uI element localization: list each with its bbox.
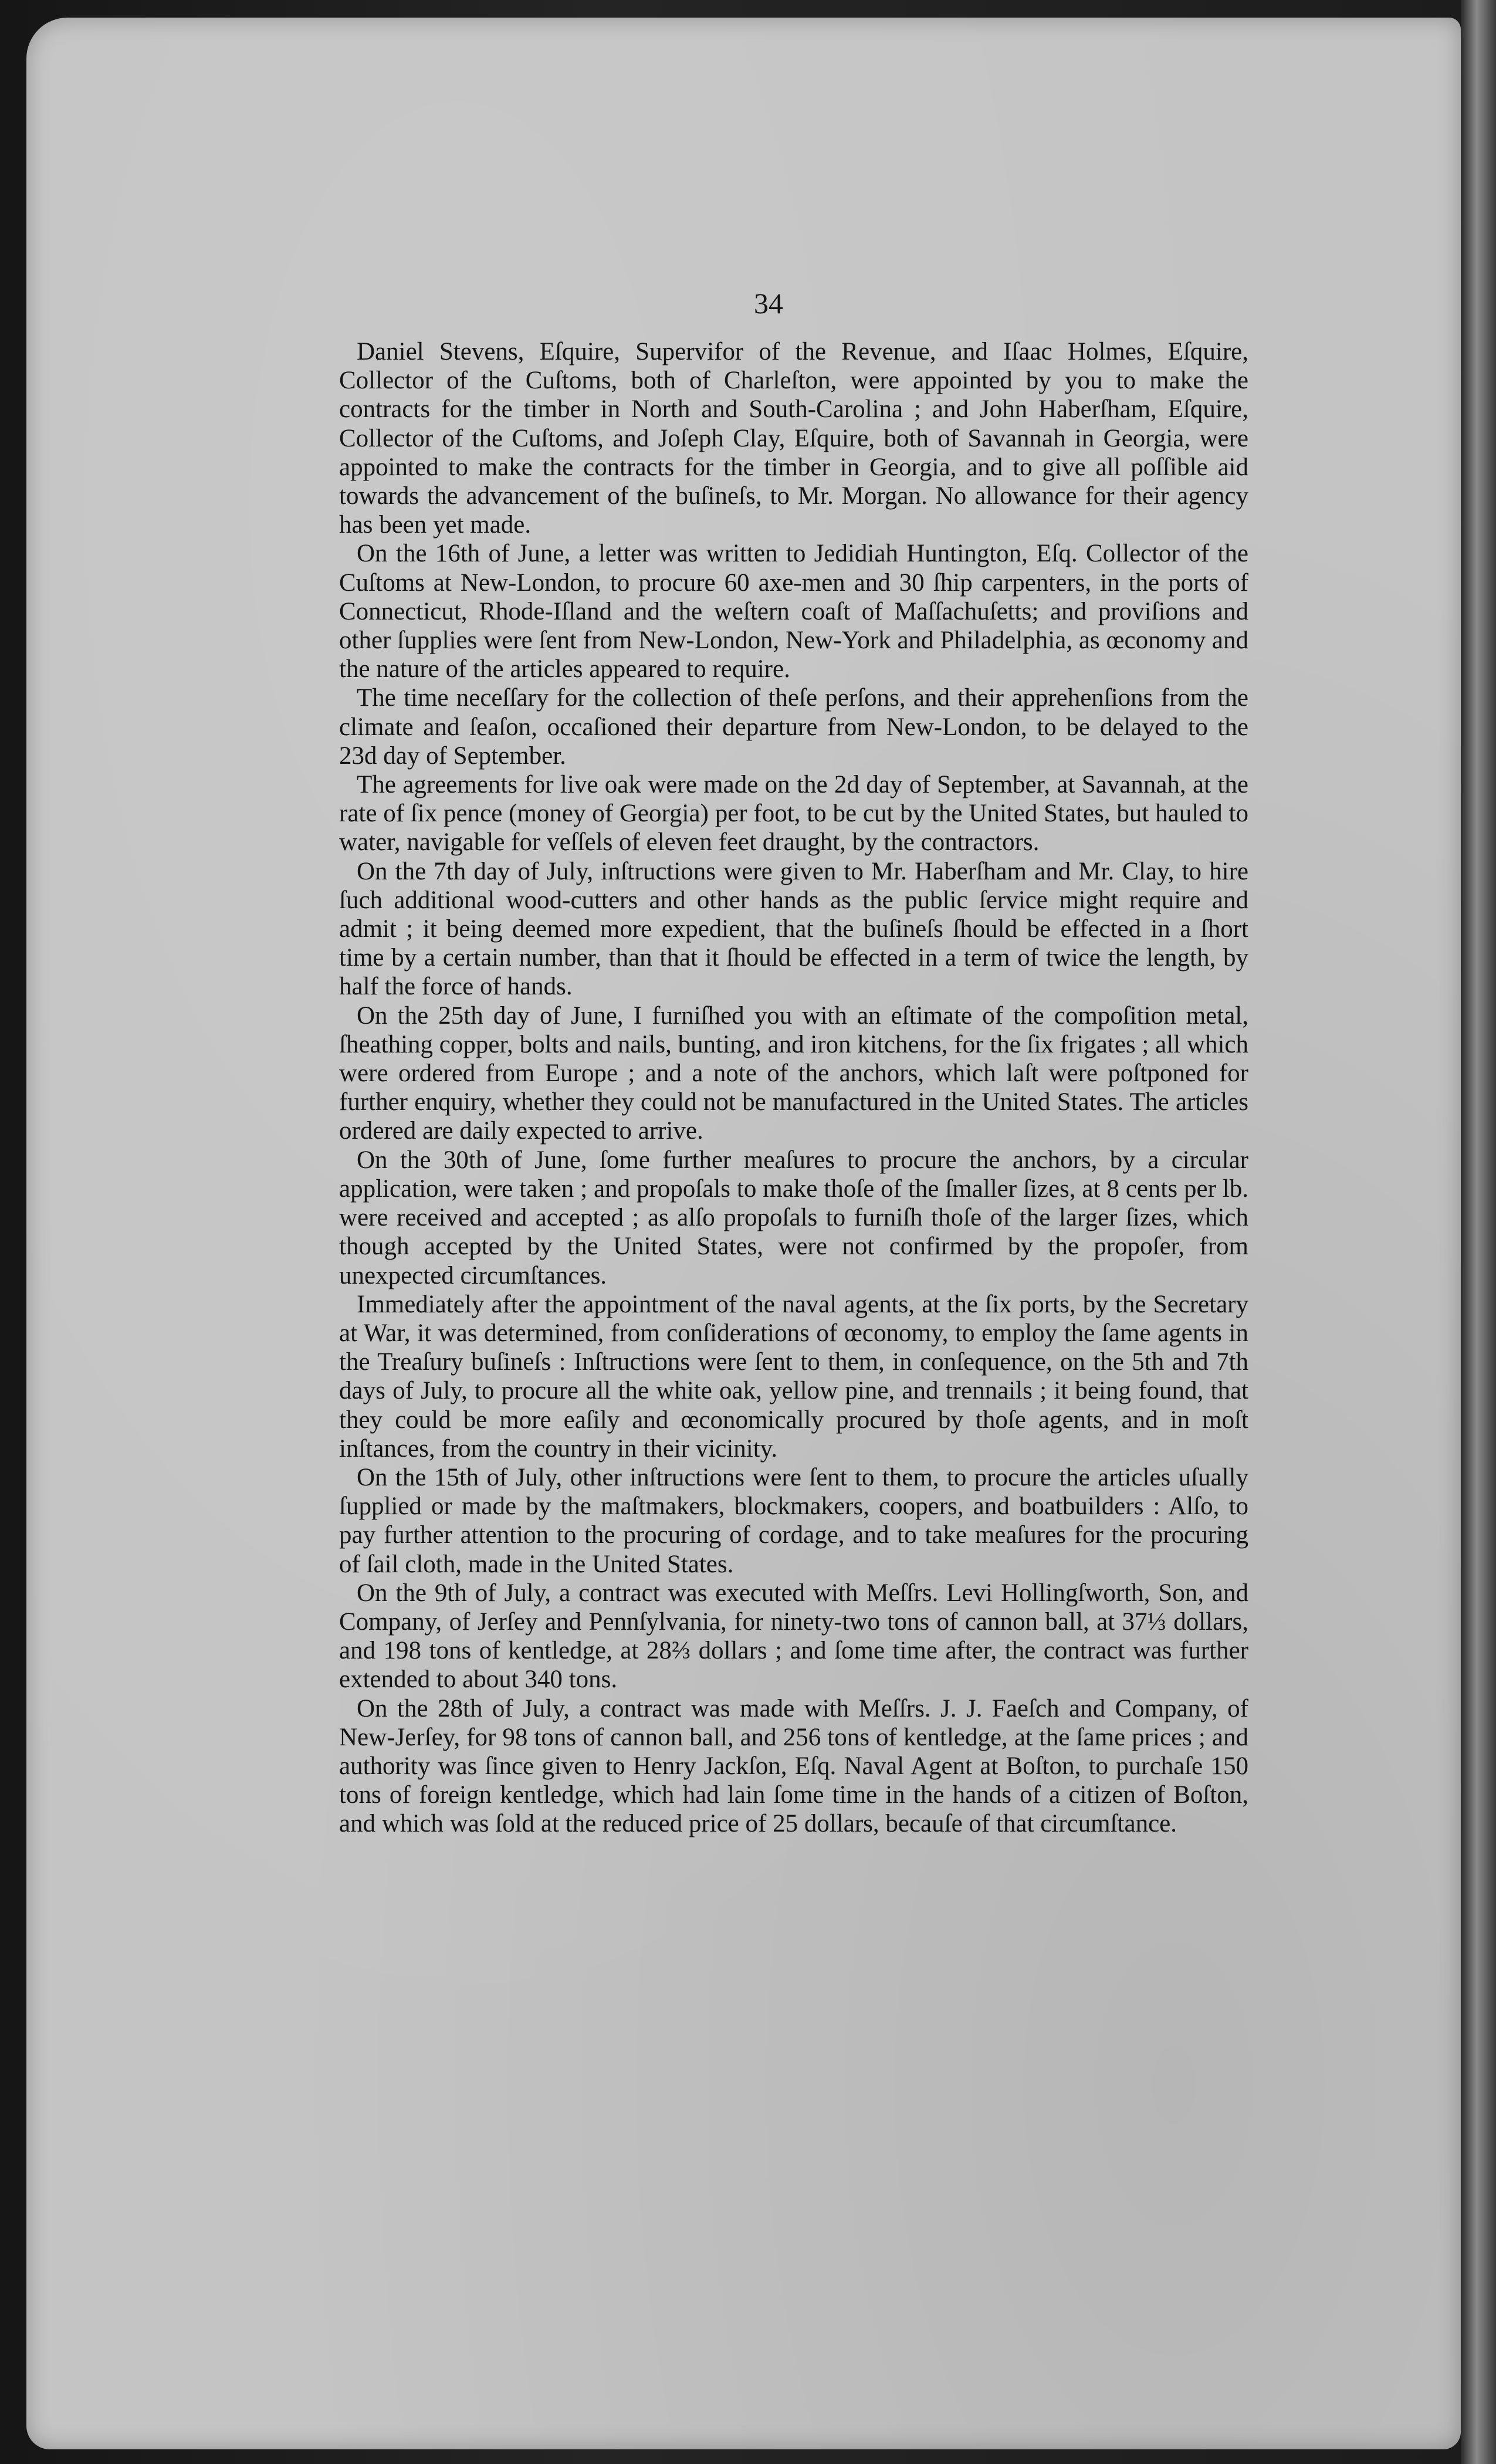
- adjacent-page-edge: [1461, 0, 1496, 2464]
- paragraph: The agreements for live oak were made on the 2d day of September, at Savannah, at the rate of ſix pence (money of Georgia) per foot, to be cut by the United States, but hauled to water, navigable for veſſels of eleven feet draught, by the contractors.: [339, 771, 1248, 857]
- paragraph: On the 9th of July, a contract was executed with Meſſrs. Levi Hollingſworth, Son, and Company, of Jerſey and Pennſylvania, for ninety-two tons of cannon ball, at 37⅓ dollars, and 198 tons of kentledge, at 28⅔ dollars ; and ſome time after, the contract was further extended to about 340 tons.: [339, 1579, 1248, 1694]
- body-text: [339, 337, 1248, 1839]
- paragraph: Immediately after the appointment of the naval agents, at the ſix ports, by the Secretary at War, it was determined, from conſiderations of œconomy, to employ the ſame agents in the Treaſury buſineſs : Inſtructions were ſent to them, in conſequence, on the 5th and 7th days of July, to procure all the white oak, yellow pine, and trennails ; it being found, that they could be more eaſily and œconomically procured by thoſe agents, and in moſt inſtances, from the country in their vicinity.: [339, 1290, 1248, 1463]
- paragraph: On the 25th day of June, I furniſhed you with an eſtimate of the compoſition metal, ſheathing copper, bolts and nails, bunting, and iron kitchens, for the ſix frigates ; all which were ordered from Europe ; and a note of the anchors, which laſt were poſtponed for further enquiry, whether they could not be manufactured in the United States. The articles ordered are daily expected to arrive.: [339, 1001, 1248, 1145]
- paragraph: On the 7th day of July, inſtructions were given to Mr. Haberſham and Mr. Clay, to hire ſuch additional wood-cutters and other hands as the public ſervice might require and admit ; it being deemed more expedient, that the buſineſs ſhould be effected in a ſhort time by a certain number, than that it ſhould be effected in a term of twice the length, by half the force of hands.: [339, 857, 1248, 1001]
- paragraph: On the 15th of July, other inſtructions were ſent to them, to procure the articles uſually ſupplied or made by the maſtmakers, blockmakers, coopers, and boatbuilders : Alſo, to pay further attention to the procuring of cordage, and to take meaſures for the procuring of ſail cloth, made in the United States.: [339, 1463, 1248, 1578]
- paragraph: On the 16th of June, a letter was written to Jedidiah Huntington, Eſq. Collector of the Cuſtoms at New-London, to procure 60 axe-men and 30 ſhip carpenters, in the ports of Connecticut, Rhode-Iſland and the weſtern coaſt of Maſſachuſetts; and proviſions and other ſupplies were ſent from New-London, New-York and Philadelphia, as œconomy and the nature of the articles appeared to require.: [339, 540, 1248, 683]
- paragraph: On the 30th of June, ſome further meaſures to procure the anchors, by a circular application, were taken ; and propoſals to make thoſe of the ſmaller ſizes, at 8 cents per lb. were received and accepted ; as alſo propoſals to furniſh thoſe of the larger ſizes, which though accepted by the United States, were not confirmed by the propoſer, from unexpected circumſtances.: [339, 1146, 1248, 1289]
- paragraph: The time neceſſary for the collection of theſe perſons, and their apprehenſions from the climate and ſeaſon, occaſioned their departure from New-London, to be delayed to the 23d day of September.: [339, 684, 1248, 770]
- paragraph: On the 28th of July, a contract was made with Meſſrs. J. J. Faeſch and Company, of New-Jerſey, for 98 tons of cannon ball, and 256 tons of kentledge, at the ſame prices ; and authority was ſince given to Henry Jackſon, Eſq. Naval Agent at Boſton, to purchaſe 150 tons of foreign kentledge, which had lain ſome time in the hands of a citizen of Boſton, and which was ſold at the reduced price of 25 dollars, becauſe of that circumſtance.: [339, 1694, 1248, 1838]
- paragraph: Daniel Stevens, Eſquire, Supervifor of the Revenue, and Iſaac Holmes, Eſquire, Collector of the Cuſtoms, both of Charleſton, were appointed by you to make the contracts for the timber in North and South-Carolina ; and John Haberſham, Eſquire, Collector of the Cuſtoms, and Joſeph Clay, Eſquire, both of Savannah in Georgia, were appointed to make the contracts for the timber in Georgia, and to give all poſſible aid towards the advancement of the buſineſs, to Mr. Morgan. No allowance for their agency has been yet made.: [339, 338, 1248, 539]
- page-number: 34: [754, 287, 783, 320]
